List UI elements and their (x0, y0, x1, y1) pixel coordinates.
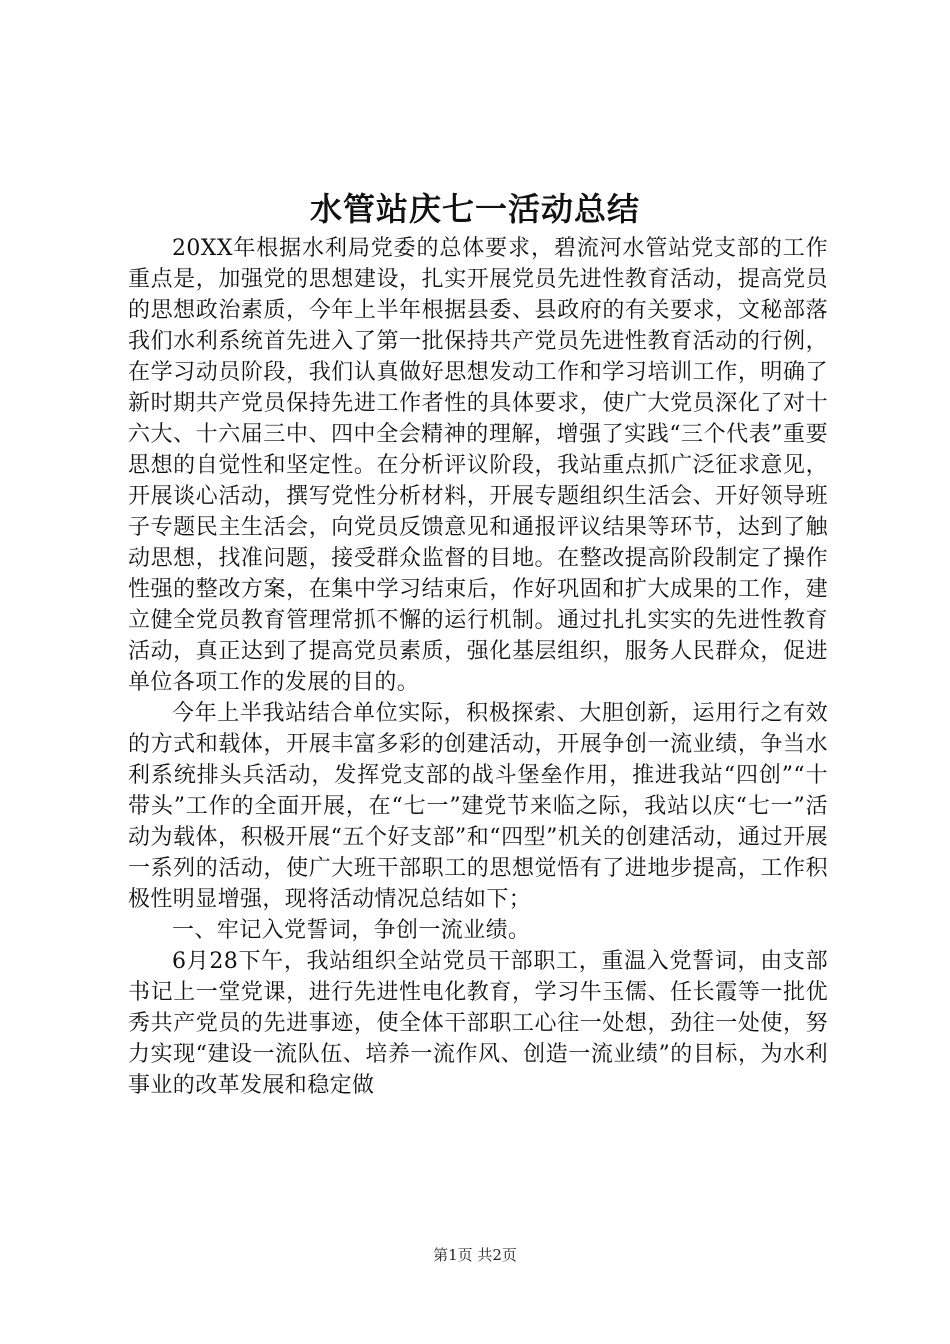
body-paragraph: 20XX年根据水利局党委的总体要求，碧流河水管站党支部的工作重点是，加强党的思想建设，扎实开展党员先进性教育活动，提高党员的思想政治素质，今年上半年根据县委、县政府的有关要求，文秘部落我们水利系统首先进入了第一批保持共产党员先进性教育活动的行例，在学习动员阶段，我们认真做好思想发动工作和学习培训工作，明确了新时期共产党员保持先进工作者性的具体要求，使广大党员深化了对十六大、十六届三中、四中全会精神的理解，增强了实践“三个代表”重要思想的自觉性和坚定性。在分析评议阶段，我站重点抓广泛征求意见，开展谈心活动，撰写党性分析材料，开展专题组织生活会、开好领导班子专题民主生活会，向党员反馈意见和通报评议结果等环节，达到了触动思想，找准问题，接受群众监督的目地。在整改提高阶段制定了操作性强的整改方案，在集中学习结束后，作好巩固和扩大成果的工作，建立健全党员教育管理常抓不懈的运行机制。通过扎扎实实的先进性教育活动，真正达到了提高党员素质，强化基层组织，服务人民群众，促进单位各项工作的发展的目的。 (128, 236, 828, 695)
document-body (128, 233, 828, 1101)
body-paragraph: 6月28下午，我站组织全站党员干部职工，重温入党誓词，由支部书记上一堂党课，进行先进性电化教育，学习牛玉儒、任长霞等一批优秀共产党员的先进事迹，使全体干部职工心往一处想，劲往一处使，努力实现“建设一流队伍、培养一流作风、创造一流业绩”的目标，为水利事业的改革发展和稳定做 (128, 949, 828, 1098)
page-footer: 第1页 共2页 (433, 1246, 517, 1264)
body-paragraph: 今年上半我站结合单位实际，积极探索、大胆创新，运用行之有效的方式和载体，开展丰富多彩的创建活动，开展争创一流业绩，争当水利系统排头兵活动，发挥党支部的战斗堡垒作用，推进我站“四创”“十带头”工作的全面开展，在“七一”建党节来临之际，我站以庆“七一”活动为载体，积极开展“五个好支部”和“四型”机关的创建活动，通过开展一系列的活动，使广大班干部职工的思想觉悟有了进地步提高，工作积极性明显增强，现将活动情况总结如下； (128, 701, 828, 912)
section-heading: 一、牢记入党誓词，争创一流业绩。 (172, 918, 531, 943)
document-title: 水管站庆七一活动总结 (309, 190, 640, 228)
